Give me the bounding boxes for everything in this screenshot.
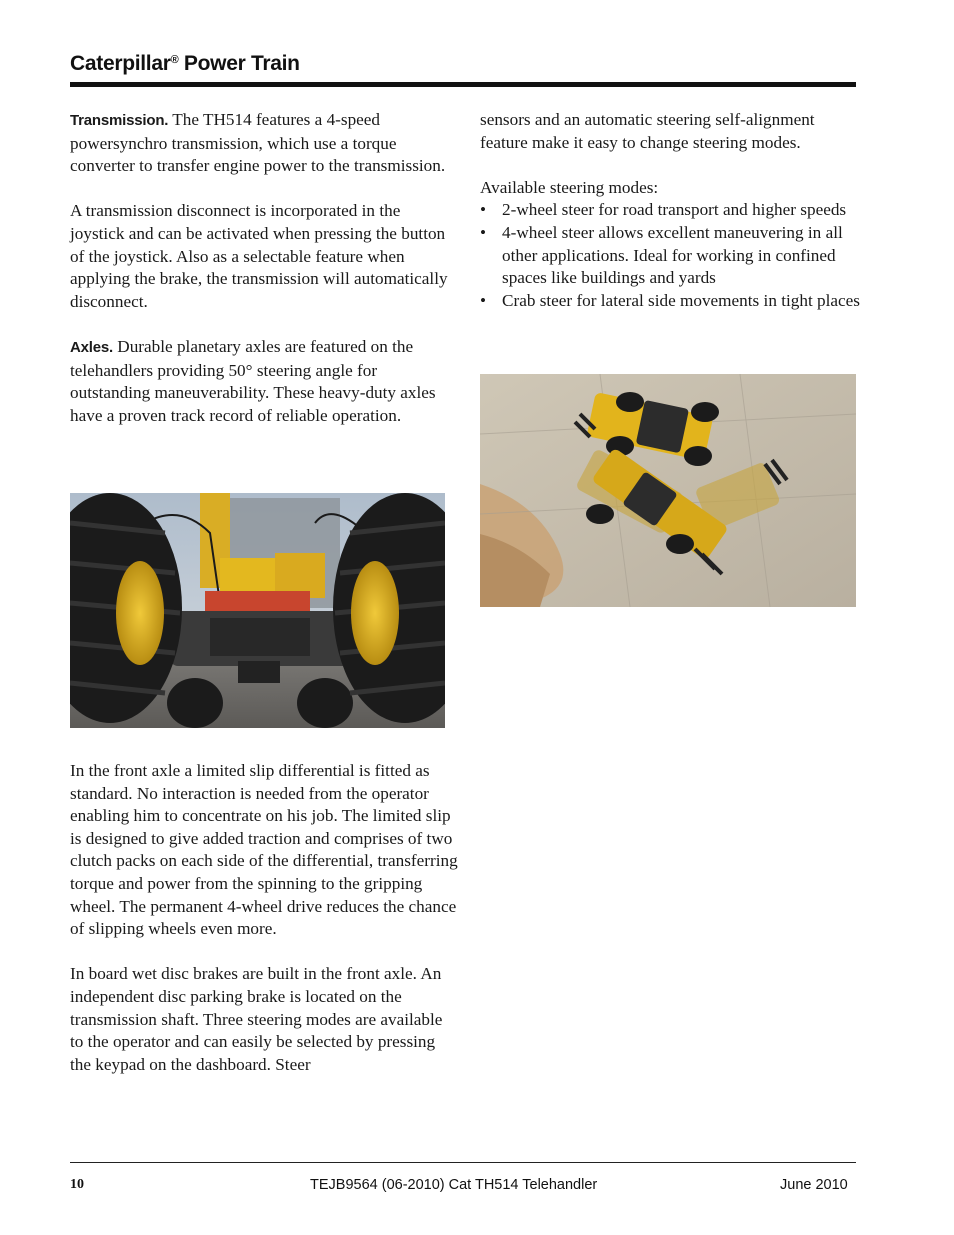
disconnect-paragraph: A transmission disconnect is incorporated in the joystick and can be activated when pressing the button of the joystick. Also as a selectable feature when applying the brake, the transmission will automatically disconnect. — [70, 201, 448, 311]
list-item: • Crab steer for lateral side movements in tight places — [480, 290, 860, 313]
publication-date: June 2010 — [780, 1177, 848, 1193]
axles-paragraph: Axles. Durable planetary axles are featured on the telehandlers providing 50° steering angle for outstanding maneuverability. These heavy-duty axles have a proven track record of reliable operation. — [70, 336, 436, 425]
steering-modes-list — [480, 199, 860, 312]
list-item: • 2-wheel steer for road transport and higher speeds — [480, 199, 860, 222]
right-column — [480, 109, 860, 312]
page-title: Caterpillar® Power Train — [70, 52, 300, 75]
page-number: 10 — [70, 1177, 84, 1192]
list-item: • 4-wheel steer allows excellent maneuvering in all other applications. Ideal for working in confined spaces like buildings and yards — [480, 222, 860, 290]
axles-lead: Axles. — [70, 338, 113, 356]
brakes-paragraph: In board wet disc brakes are built in the front axle. An independent disc parking brake is located on the transmission shaft. Three steering modes are available to the operator and can easily be selected by pressing the keypad on the dashboard. Steer — [70, 964, 443, 1074]
left-column-top — [70, 109, 450, 450]
differential-paragraph: In the front axle a limited slip differential is fitted as standard. No interaction is needed from the operator enabling him to concentrate on his job. The limited slip is designed to give added traction and comprises of two clutch packs on each side of the differential, transferring torque and power from the spinning to the gripping wheel. The permanent 4-wheel drive reduces the chance of slipping wheels even more. — [70, 761, 458, 939]
steering-modes-photo — [480, 374, 856, 607]
header-rule — [70, 82, 856, 87]
transmission-lead: Transmission. — [70, 112, 169, 129]
footer-rule — [70, 1162, 856, 1163]
axle-photo — [70, 493, 445, 728]
document-id: TEJB9564 (06-2010) Cat TH514 Telehandler — [310, 1177, 598, 1193]
modes-intro: Available steering modes: — [480, 177, 659, 197]
continued-paragraph: sensors and an automatic steering self-alignment feature make it easy to change steering modes. — [480, 110, 815, 152]
left-column-bottom — [70, 760, 460, 1099]
transmission-paragraph: Transmission. The TH514 features a 4-speed powersynchro transmission, which use a torque converter to transfer engine power to the transmission. — [70, 110, 446, 176]
registered-mark: ® — [170, 54, 179, 66]
